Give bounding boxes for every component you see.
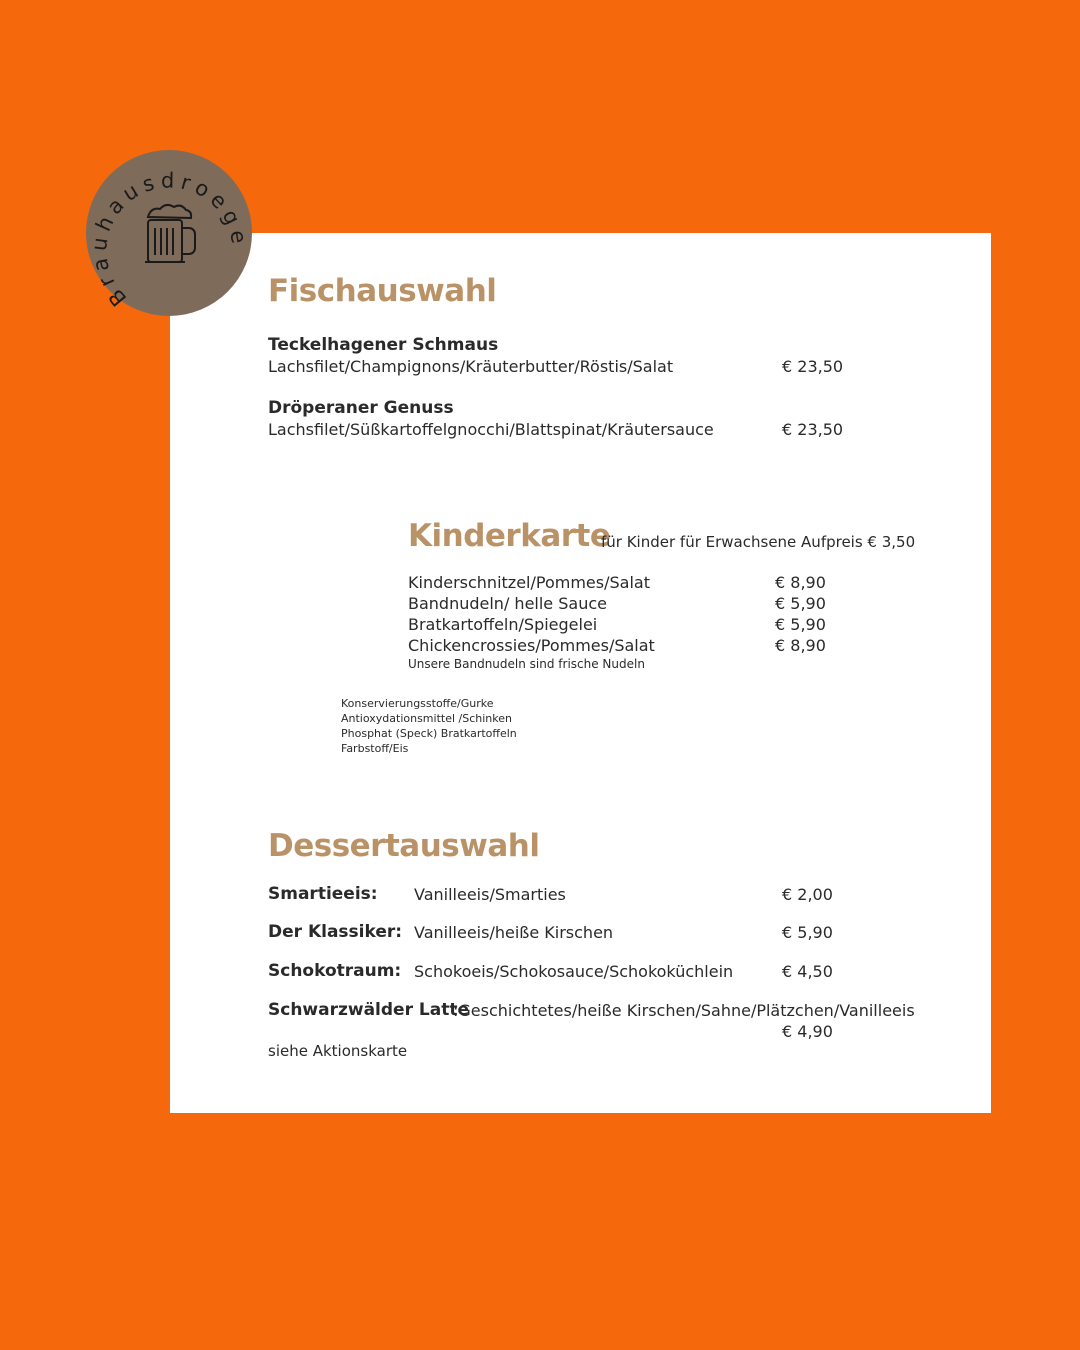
dessert-item-price: € 4,50 bbox=[782, 962, 833, 981]
kinder-subtitle: für Kinder für Erwachsene Aufpreis € 3,50 bbox=[601, 533, 916, 551]
fisch-item-name: Dröperaner Genuss bbox=[268, 398, 454, 418]
kinder-item-price: € 8,90 bbox=[775, 573, 826, 592]
kinder-item-price: € 5,90 bbox=[775, 594, 826, 613]
section-heading-fisch: Fischauswahl bbox=[268, 273, 497, 309]
dessert-item-price: € 5,90 bbox=[782, 923, 833, 942]
additive-line: Konservierungsstoffe/Gurke bbox=[341, 697, 494, 710]
kinder-item-name: Kinderschnitzel/Pommes/Salat bbox=[408, 573, 650, 592]
kinder-item-price: € 8,90 bbox=[775, 636, 826, 655]
dessert-item-name: Smartieeis: bbox=[268, 884, 378, 904]
logo-badge bbox=[86, 150, 252, 316]
fisch-item-price: € 23,50 bbox=[782, 420, 844, 439]
kinder-note: Unsere Bandnudeln sind frische Nudeln bbox=[408, 657, 645, 671]
dessert-item-name: Schokotraum: bbox=[268, 961, 402, 981]
kinder-item-price: € 5,90 bbox=[775, 615, 826, 634]
dessert-footer: siehe Aktionskarte bbox=[268, 1042, 408, 1060]
dessert-item-price: € 2,00 bbox=[782, 885, 833, 904]
kinder-item-name: Bratkartoffeln/Spiegelei bbox=[408, 615, 598, 634]
additive-line: Antioxydationsmittel /Schinken bbox=[341, 712, 512, 725]
fisch-item-price: € 23,50 bbox=[782, 357, 844, 376]
fisch-item-desc: Lachsfilet/Champignons/Kräuterbutter/Röstis/Salat bbox=[268, 357, 674, 376]
dessert-item-desc: Vanilleeis/Smarties bbox=[414, 885, 566, 904]
logo-text: Brauhausdroege bbox=[86, 168, 252, 311]
section-heading-kinder: Kinderkarte bbox=[408, 518, 611, 554]
dessert-item-name: Der Klassiker: bbox=[268, 922, 403, 942]
dessert-item-desc: Vanilleeis/heiße Kirschen bbox=[414, 923, 614, 942]
additive-line: Farbstoff/Eis bbox=[341, 742, 409, 755]
section-heading-dessert: Dessertauswahl bbox=[268, 828, 540, 864]
additive-line: Phosphat (Speck) Bratkartoffeln bbox=[341, 727, 517, 740]
kinder-item-name: Bandnudeln/ helle Sauce bbox=[408, 594, 607, 613]
menu-card bbox=[170, 233, 991, 1113]
dessert-item-desc: :Geschichtetes/heiße Kirschen/Sahne/Plätzchen/Vanilleeis bbox=[453, 1001, 915, 1020]
dessert-item-name: Schwarzwälder Latte bbox=[268, 1000, 469, 1020]
brand-logo bbox=[86, 150, 252, 316]
fisch-item-name: Teckelhagener Schmaus bbox=[268, 335, 499, 355]
kinder-item-name: Chickencrossies/Pommes/Salat bbox=[408, 636, 655, 655]
dessert-item-desc: Schokoeis/Schokosauce/Schokoküchlein bbox=[414, 962, 734, 981]
fisch-item-desc: Lachsfilet/Süßkartoffelgnocchi/Blattspinat/Kräutersauce bbox=[268, 420, 714, 439]
dessert-item-price: € 4,90 bbox=[782, 1022, 833, 1041]
